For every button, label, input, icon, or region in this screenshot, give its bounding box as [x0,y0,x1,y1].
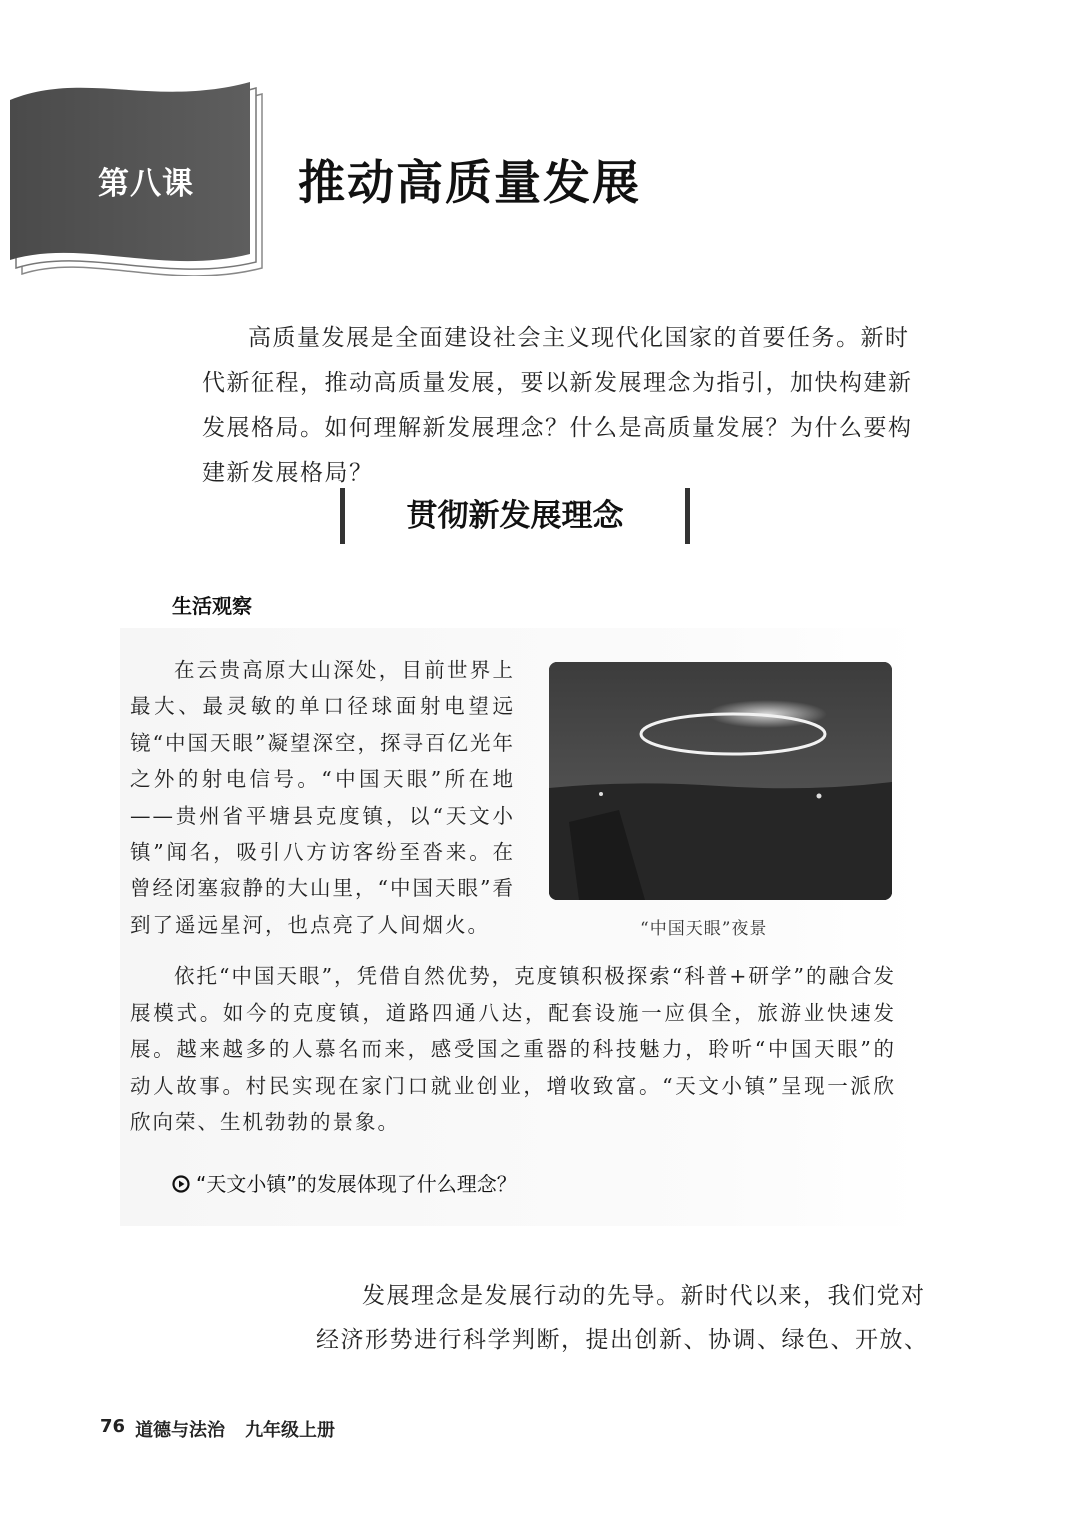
body-paragraph: 发展理念是发展行动的先导。新时代以来，我们党对经济形势进行科学判断，提出创新、协调、绿色、开放、 [316,1283,929,1353]
observation-label: 生活观察 [172,594,252,618]
section-heading: 贯彻新发展理念 [340,488,690,544]
observation-text-column [130,652,515,943]
observation-paragraph-2: 依托“中国天眼”，凭借自然优势，克度镇积极探索“科普+研学”的融合发展模式。如今的克度镇，道路四通八达，配套设施一应俱全，旅游业快速发展。越来越多的人慕名而来，感受国之重器的科技魅力，聆听“中国天眼”的动人故事。村民实现在家门口就业创业，增收致富。“天文小镇”呈现一派欣欣向荣、生机勃勃的景象。 [130,964,896,1135]
book-title: 道德与法治 [135,1420,226,1441]
lesson-title: 推动高质量发展 [298,156,641,211]
intro-block [202,316,932,496]
page-footer [100,1416,335,1442]
observation-text-full [130,958,896,1141]
observation-paragraph-1: 在云贵高原大山深处，目前世界上最大、最灵敏的单口径球面射电望远镜“中国天眼”凝望深空，探寻百亿光年之外的射电信号。“中国天眼”所在地——贵州省平塘县克度镇，以“天文小镇”闻名，吸引八方访客纷至沓来。在曾经闭塞寂静的大山里，“中国天眼”看到了遥远星河，也点亮了人间烟火。 [130,658,515,937]
fast-telescope-night-photo [549,662,892,900]
lesson-label: 第八课 [98,166,194,202]
telescope-photo-illustration [549,662,892,900]
photo-caption: “中国天眼”夜景 [640,919,768,939]
question-text: “天文小镇”的发展体现了什么理念？ [196,1172,517,1196]
body-text-block [316,1274,936,1362]
play-circle-icon [172,1174,190,1192]
grade-label: 九年级上册 [245,1420,336,1441]
intro-paragraph: 高质量发展是全面建设社会主义现代化国家的首要任务。新时代新征程，推动高质量发展，要以新发展理念为指引，加快构建新发展格局。如何理解新发展理念？什么是高质量发展？为什么要构建新发展格局？ [202,325,913,486]
observation-question [172,1168,517,1197]
page-number: 76 [100,1416,126,1437]
